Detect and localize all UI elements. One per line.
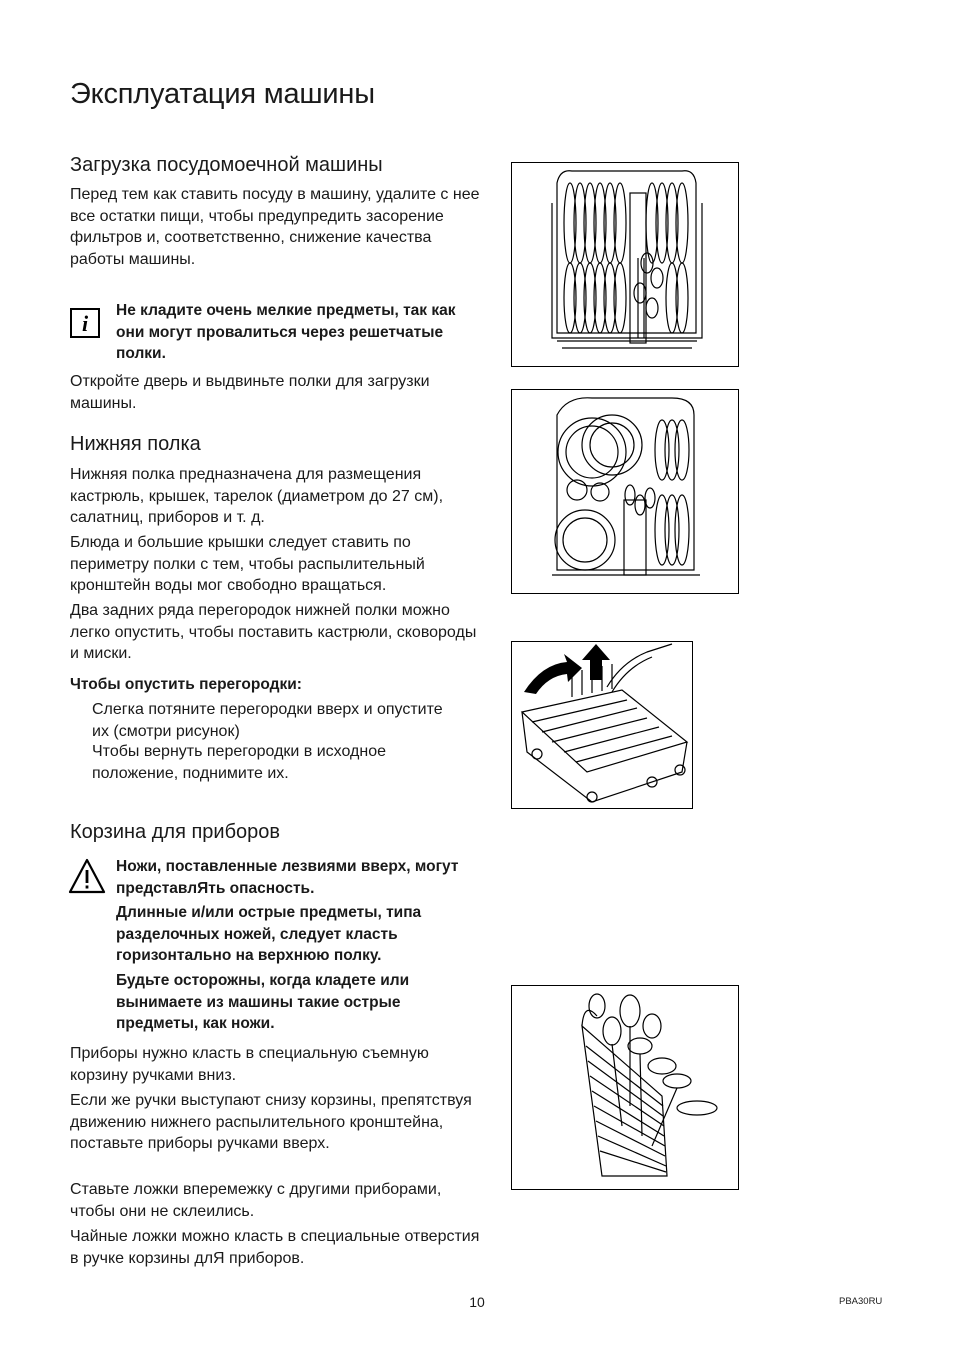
page-title: Эксплуатация машины	[70, 78, 375, 110]
lower-rack-subheading: Чтобы опустить перегородки:	[70, 676, 302, 693]
info-note: Не кладите очень мелкие предметы, так как они могут провалиться через решетчатые полки.	[116, 302, 456, 362]
open-door-text: Откройте дверь и выдвиньте полки для загрузки машины.	[70, 373, 430, 412]
basket-p3: Ставьте ложки вперемежку с другими приборами, чтобы они не склеились.	[70, 1181, 442, 1220]
warning-3: Будьте осторожны, когда кладете или вынимаете из машины такие острые предметы, как ножи.	[116, 972, 410, 1032]
page-number: 10	[469, 1294, 485, 1310]
warning-1: Ножи, поставленные лезвиями вверх, могут представлЯть опасность.	[116, 858, 459, 897]
lower-rack-step2: Чтобы вернуть перегородки в исходное положение, поднимите их.	[92, 743, 387, 782]
figure-fold-partitions	[511, 641, 693, 809]
info-icon	[70, 308, 100, 338]
section-heading-lower-rack: Нижняя полка	[70, 433, 201, 455]
section-heading-loading: Загрузка посудомоечной машины	[70, 154, 383, 176]
doc-code: PBA30RU	[839, 1296, 883, 1307]
basket-p4: Чайные ложки можно класть в специальные отверстия в ручке корзины длЯ приборов.	[70, 1228, 480, 1267]
figure-upper-rack	[511, 162, 739, 367]
warning-2: Длинные и/или острые предметы, типа разделочных ножей, следует класть горизонтально на верхнюю полку.	[116, 904, 422, 964]
svg-text:i: i	[81, 311, 89, 336]
lower-rack-p2: Блюда и большие крышки следует ставить по периметру полки с тем, чтобы распылительный кронштейн воды мог свободно вращаться.	[70, 534, 425, 594]
basket-p2: Если же ручки выступают снизу корзины, препятствуя движению нижнего распылительного кронштейна, поставьте приборы ручками вверх.	[70, 1092, 472, 1152]
lower-rack-step1: Слегка потяните перегородки вверх и опустите их (смотри рисунок)	[92, 701, 443, 740]
lower-rack-p1: Нижняя полка предназначена для размещения кастрюль, крышек, тарелок (диаметром до 27 см), салатниц, приборов и т. д.	[70, 466, 444, 526]
figure-cutlery-basket	[511, 985, 739, 1190]
loading-intro: Перед тем как ставить посуду в машину, удалите с нее все остатки пищи, чтобы предупредить засорение фильтров и, соответственно, снижение качества работы машины.	[70, 186, 480, 268]
lower-rack-p3: Два задних ряда перегородок нижней полки можно легко опустить, чтобы поставить кастрюли, сковороды и миски.	[70, 602, 477, 662]
warning-icon	[68, 858, 106, 894]
figure-lower-rack	[511, 389, 739, 594]
basket-p1: Приборы нужно класть в специальную съемную корзину ручками вниз.	[70, 1045, 429, 1084]
section-heading-basket: Корзина для приборов	[70, 821, 281, 843]
